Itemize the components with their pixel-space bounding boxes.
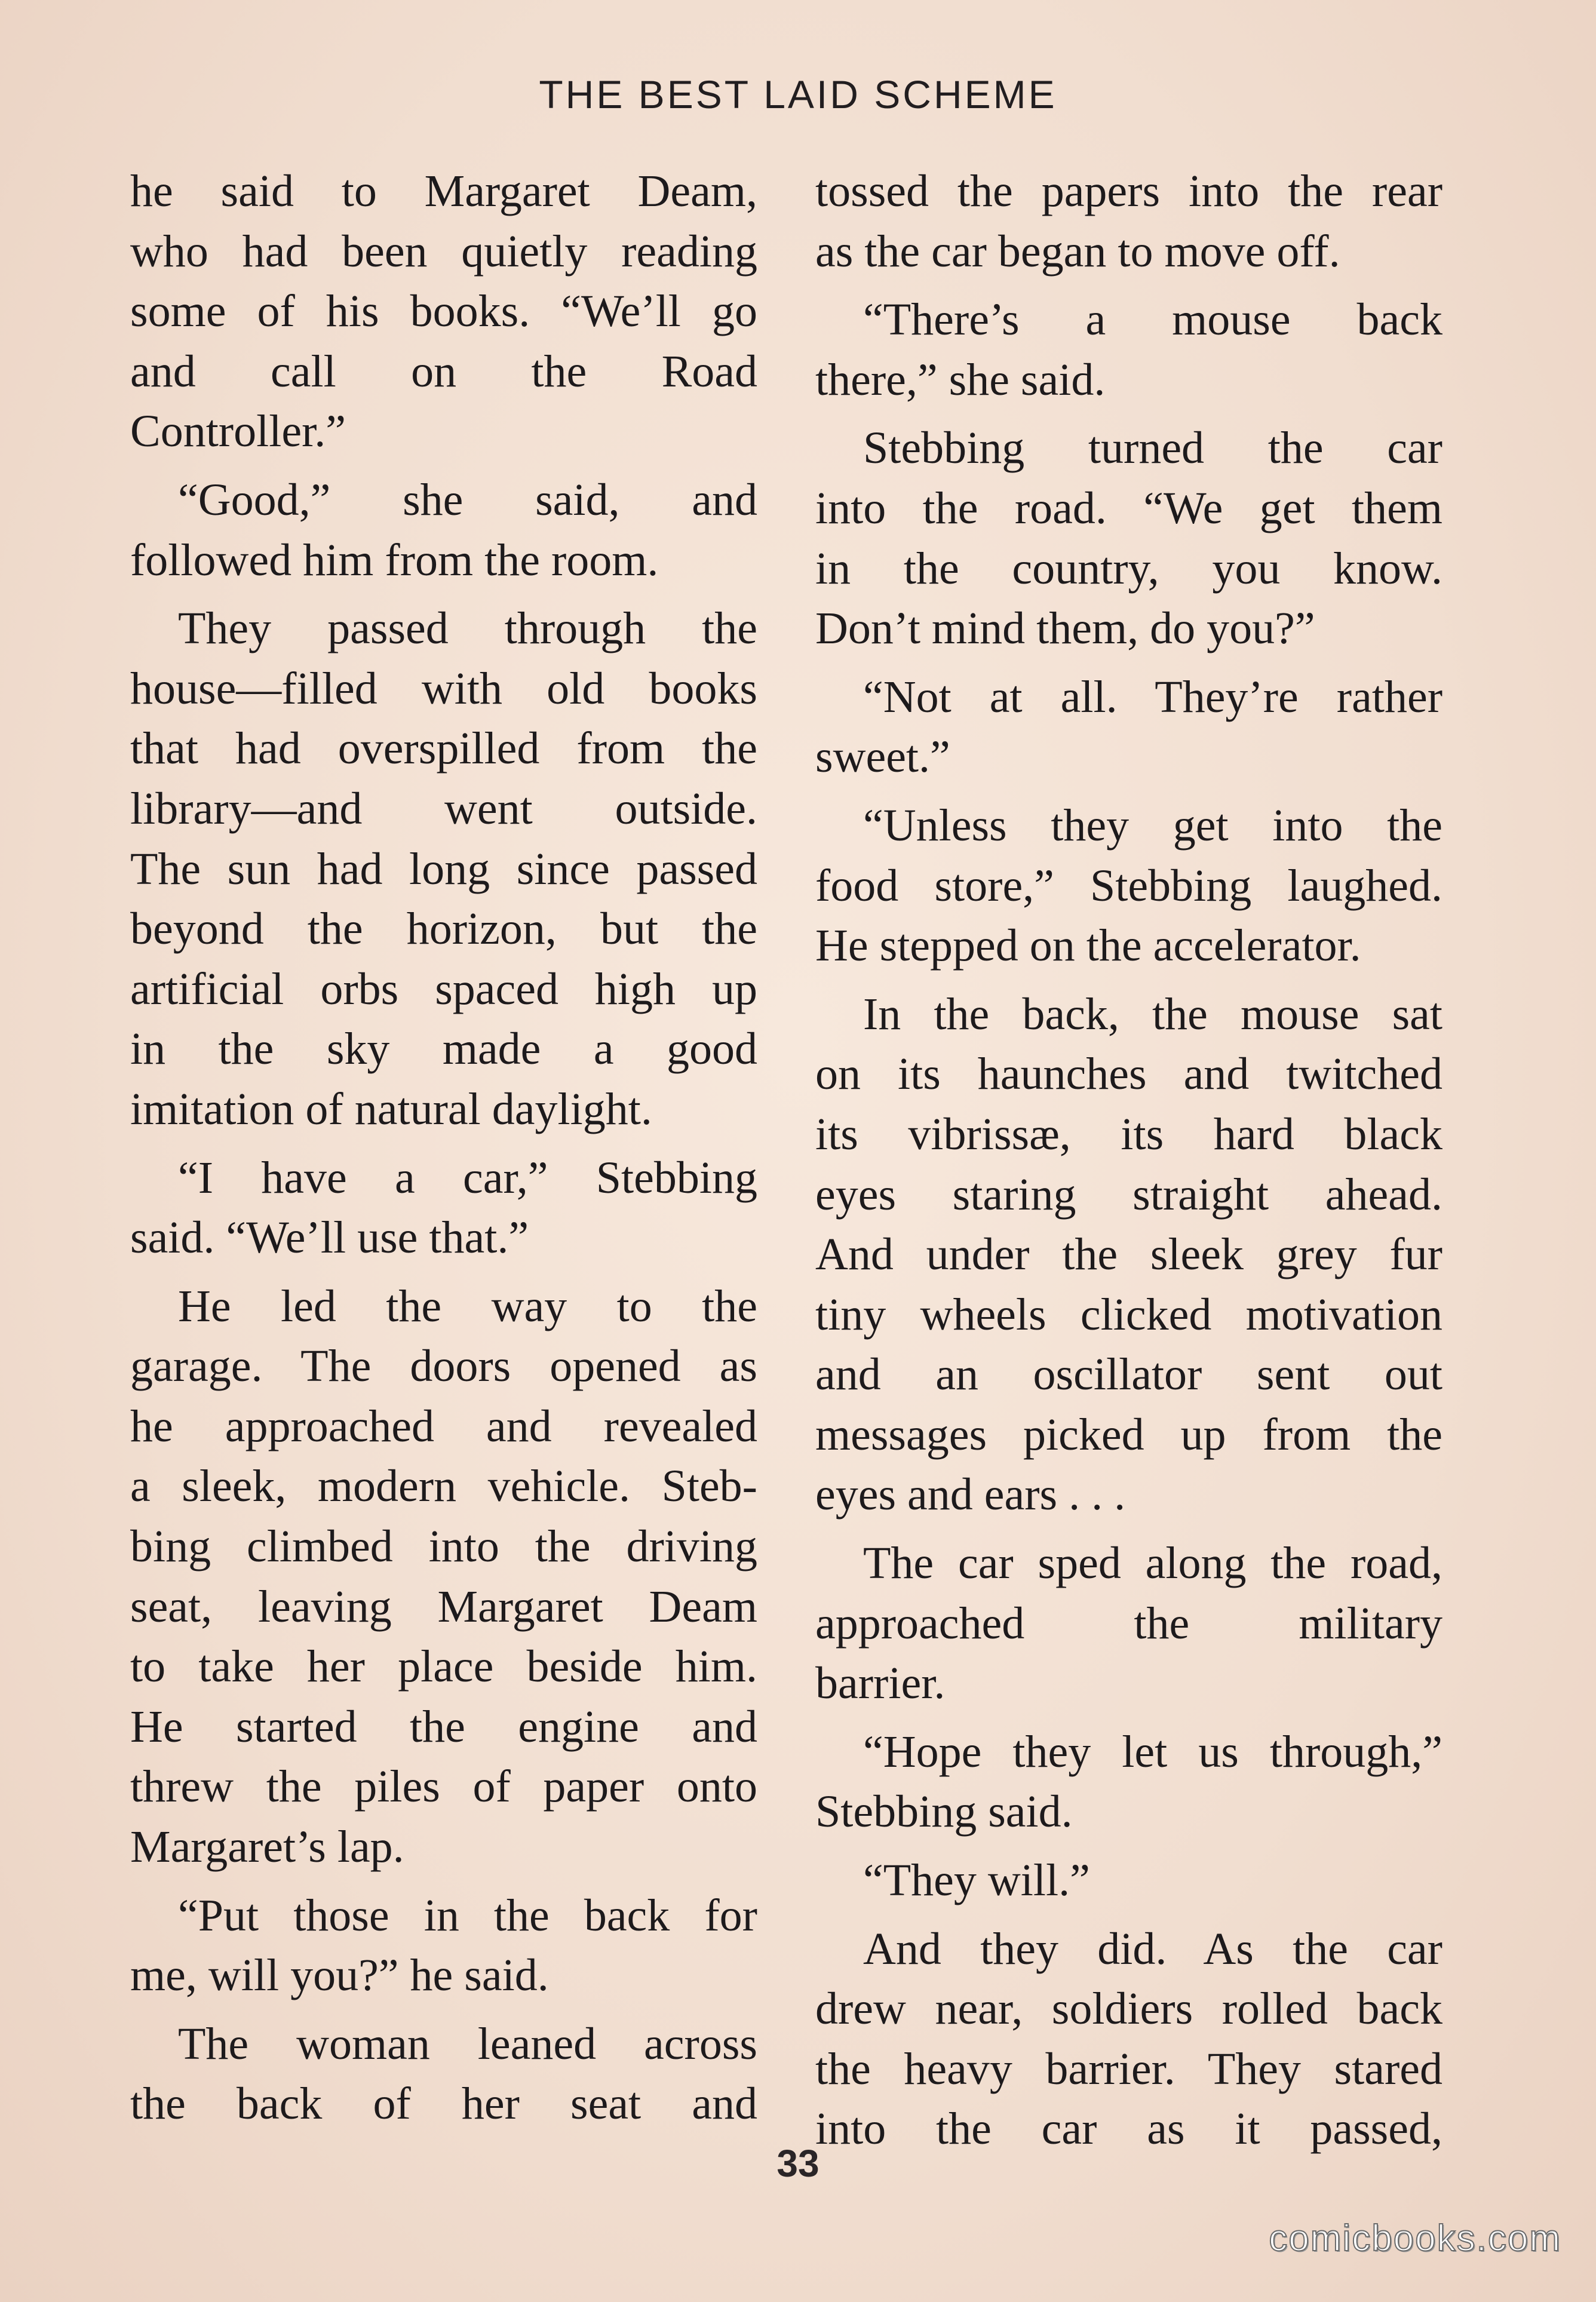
running-title: THE BEST LAID SCHEME: [539, 72, 1057, 116]
text-line: there,” she said.: [815, 354, 1106, 405]
text-line: “There’s a mouse back: [863, 294, 1442, 345]
text-line: beyond the horizon, but the: [130, 904, 757, 954]
text-line: drew near, soldiers rolled back: [815, 1984, 1442, 2034]
text-line: “I have a car,” Stebbing: [178, 1152, 757, 1203]
text-line: The woman leaned across: [178, 2018, 757, 2069]
text-line: some of his books. “We’ll go: [130, 286, 757, 337]
text-line: imitation of natural daylight.: [130, 1084, 652, 1134]
page-number: 33: [776, 2142, 820, 2185]
text-line: on its haunches and twitched: [815, 1049, 1442, 1100]
text-line: in the country, you know.: [815, 543, 1442, 594]
text-line: me, will you?” he said.: [130, 1950, 549, 2001]
text-line: eyes staring straight ahead.: [815, 1169, 1442, 1220]
text-line: Don’t mind them, do you?”: [815, 603, 1315, 654]
text-line: in the sky made a good: [130, 1024, 757, 1075]
text-line: “Good,” she said, and: [178, 474, 757, 525]
paragraph: [130, 1886, 757, 2006]
text-line: threw the piles of paper onto: [130, 1761, 757, 1812]
text-line: and an oscillator sent out: [815, 1349, 1442, 1400]
paragraph: [815, 796, 1442, 976]
text-line: He stepped on the accelerator.: [815, 920, 1361, 971]
text-line: said. “We’ll use that.”: [130, 1213, 529, 1263]
text-line: The sun had long since passed: [130, 843, 757, 894]
paragraph: [815, 161, 1442, 281]
text-line: garage. The doors opened as: [130, 1341, 757, 1392]
text-line: Controller.”: [130, 406, 346, 457]
paragraph: [815, 1850, 1442, 1911]
text-line: into the car as it passed,: [815, 2104, 1442, 2154]
text-line: house—filled with old books: [130, 663, 757, 714]
text-line: He started the engine and: [130, 1701, 757, 1752]
text-line: tossed the papers into the rear: [815, 166, 1442, 216]
text-line: who had been quietly reading: [130, 226, 757, 277]
text-line: he said to Margaret Deam,: [130, 166, 757, 216]
text-line: seat, leaving Margaret Deam: [130, 1581, 757, 1632]
text-line: into the road. “We get them: [815, 483, 1442, 533]
text-line: Margaret’s lap.: [130, 1822, 404, 1873]
text-line: approached the military: [815, 1598, 1442, 1649]
paragraph: [815, 1722, 1442, 1842]
text-line: barrier.: [815, 1658, 946, 1709]
text-line: and call on the Road: [130, 346, 757, 397]
paragraph: [130, 2014, 757, 2134]
watermark: comicbooks.com: [1269, 2218, 1561, 2259]
text-line: “They will.”: [863, 1855, 1090, 1906]
text-line: “Not at all. They’re rather: [863, 671, 1442, 722]
paragraph: [815, 984, 1442, 1525]
right-column: [815, 161, 1442, 2168]
text-line: He led the way to the: [178, 1281, 757, 1331]
text-line: And they did. As the car: [863, 1923, 1442, 1974]
text-line: “Unless they get into the: [863, 800, 1442, 851]
paragraph: [815, 290, 1442, 410]
text-line: library—and went outside.: [130, 783, 757, 834]
text-line: Stebbing said.: [815, 1787, 1073, 1837]
text-line: Stebbing turned the car: [863, 423, 1442, 474]
paragraph: [130, 598, 757, 1139]
text-line: as the car began to move off.: [815, 226, 1340, 277]
text-line: bing climbed into the driving: [130, 1521, 757, 1572]
text-line: And under the sleek grey fur: [815, 1229, 1442, 1280]
text-line: messages picked up from the: [815, 1409, 1442, 1460]
paragraph: [130, 1276, 757, 1877]
text-line: artificial orbs spaced high up: [130, 963, 757, 1014]
text-line: its vibrissæ, its hard black: [815, 1109, 1442, 1159]
text-line: tiny wheels clicked motivation: [815, 1289, 1442, 1340]
text-line: a sleek, modern vehicle. Steb-: [130, 1461, 757, 1512]
paragraph: [130, 1148, 757, 1268]
text-line: the back of her seat and: [130, 2079, 757, 2129]
paragraph: [130, 470, 757, 590]
text-line: In the back, the mouse sat: [863, 989, 1442, 1039]
text-line: followed him from the room.: [130, 535, 659, 585]
paragraph: [815, 1919, 1442, 2159]
left-column: [130, 161, 757, 2143]
paragraph: [815, 667, 1442, 787]
text-line: They passed through the: [178, 603, 757, 654]
text-line: eyes and ears . . .: [815, 1469, 1126, 1520]
text-line: food store,” Stebbing laughed.: [815, 860, 1442, 911]
paragraph: [130, 161, 757, 462]
text-line: The car sped along the road,: [863, 1538, 1442, 1589]
text-line: sweet.”: [815, 732, 950, 782]
text-line: “Put those in the back for: [178, 1890, 757, 1941]
text-line: to take her place beside him.: [130, 1641, 757, 1692]
text-line: that had overspilled from the: [130, 723, 757, 774]
paragraph: [815, 418, 1442, 658]
text-line: the heavy barrier. They stared: [815, 2043, 1442, 2094]
text-line: “Hope they let us through,”: [863, 1726, 1442, 1777]
text-line: he approached and revealed: [130, 1401, 757, 1451]
paragraph: [815, 1533, 1442, 1714]
